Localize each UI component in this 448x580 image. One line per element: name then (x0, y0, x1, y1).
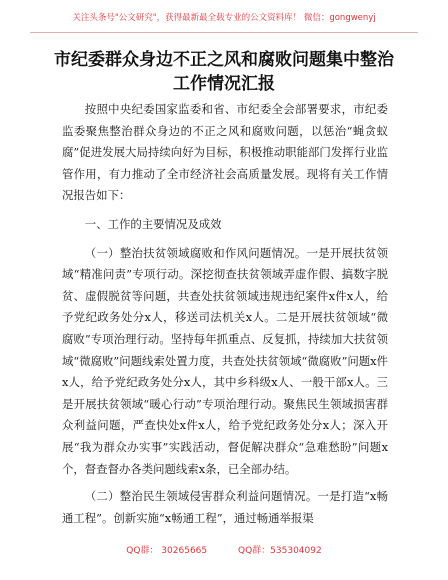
intro-paragraph: 按照中央纪委国家监委和省、市纪委全会部署要求，市纪委监委聚焦整治群众身边的不正之风和腐败问题，以惩治“蝇贪蚁腐”促进发展大局持续向好为目标，积极推动职能部门发挥行业监管作用，有力推动了全市经济社会高质量发展。现将有关工作情况报告如下： (62, 102, 388, 203)
footer-qq-group-1: QQ群： 30265665 (126, 546, 208, 556)
header-divider (30, 32, 418, 33)
footer-qq-group-2: QQ群：535304092 (238, 546, 322, 556)
section-heading: 一、工作的主要情况及成效 (84, 216, 222, 231)
paragraph-1: （一）整治扶贫领域腐败和作风问题情况。一是开展扶贫领域“精准问责”专项行动。深挖彻查扶贫领域弄虚作假、搞数字脱贫、虚假脱贫等问题，共查处扶贫领域违规违纪案件x件x人，给予党纪政务处分x人，移送司法机关x人。二是开展扶贫领域“微腐败”专项治理行动。坚持每年抓重点、反复抓，持续加大扶贫领域“微腐败”问题线索处置力度，共查处扶贫领域“微腐败”问题x件x人，给予党纪政务处分x人，其中乡科级x人、一般干部x人。三是开展扶贫领域“暖心行动”专项治理行动。聚焦民生领域损害群众利益问题，严查快处x件x人，给予党纪政务处分x人；深入开展“我为群众办实事”实践活动，督促解决群众“急难愁盼”问题x个，督查督办各类问题线索x条，已全部办结。 (62, 245, 388, 476)
paragraph-2: （二）整治民生领域侵害群众利益问题情况。一是打造“x畅通工程”。创新实施“x畅通工程”，通过畅通举报渠 (62, 489, 388, 525)
header-bar (0, 0, 448, 34)
promo-banner-text: 关注头条号"公文研究"，获得最新最全载专业的公文资料库！ 微信：gongwenyj (72, 13, 376, 23)
title-line-1: 市纪委群众身边不正之风和腐败问题集中整治 (54, 50, 394, 70)
document-title (0, 48, 448, 96)
footer (0, 543, 448, 556)
title-line-2: 工作情况汇报 (173, 74, 275, 94)
document-body (62, 99, 388, 529)
